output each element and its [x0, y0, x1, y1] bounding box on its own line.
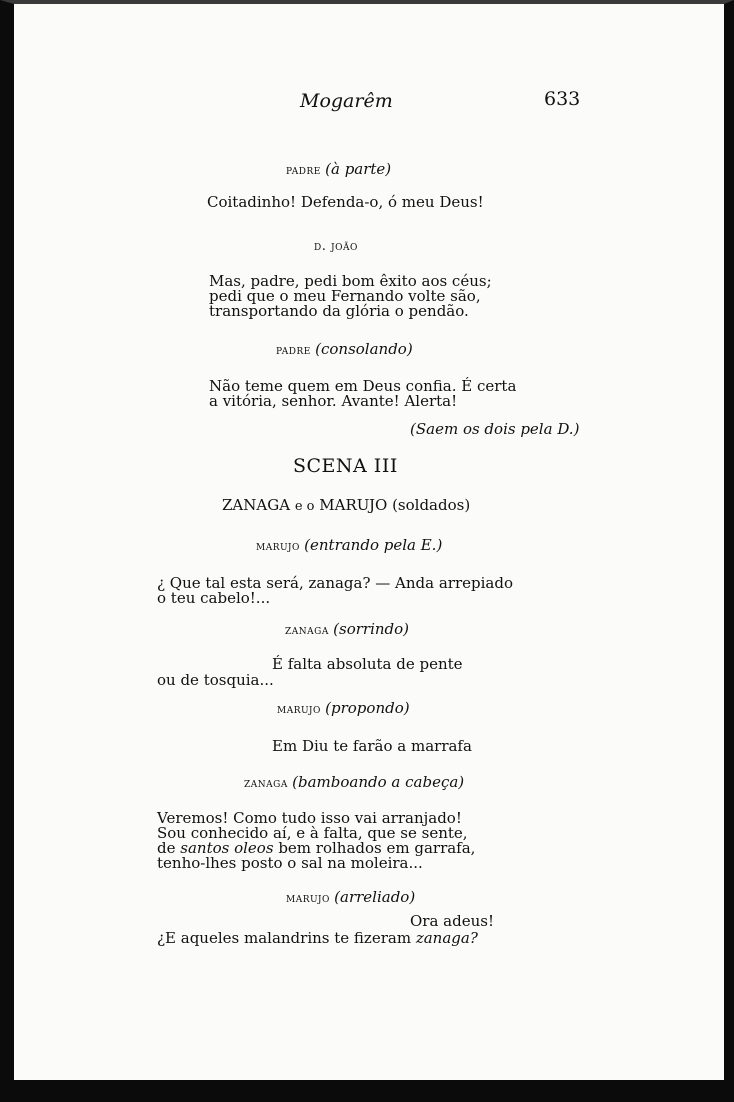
dialogue-line: Em Diu te farão a marrafa — [272, 737, 472, 755]
speaker-name: padre — [286, 163, 321, 178]
dialogue-verse-marujo-1 — [157, 576, 513, 606]
speaker-heading-marujo-entrando — [256, 538, 442, 553]
verse-line: Mas, padre, pedi bom êxito aos céus; — [209, 272, 492, 290]
speaker-heading-marujo-arreliado — [286, 890, 415, 905]
character-marujo: MARUJO — [319, 496, 388, 514]
speaker-name: marujo — [286, 891, 330, 906]
verse-line: Sou conhecido aí, e à falta, que se sente, — [157, 824, 468, 842]
scene-characters — [222, 498, 470, 513]
stage-direction: (bamboando a cabeça) — [292, 773, 465, 791]
speaker-name: d. joão — [314, 239, 358, 254]
speaker-heading-padre-aparte — [286, 162, 391, 177]
characters-note: (soldados) — [392, 496, 471, 514]
stage-direction: (consolando) — [315, 340, 413, 358]
speaker-name: zanaga — [244, 776, 288, 791]
dialogue-italic-text: zanaga? — [415, 929, 478, 947]
scene-title: SCENA III — [293, 455, 398, 477]
dialogue-line: Coitadinho! Defenda-o, ó meu Deus! — [207, 193, 484, 211]
stage-direction: (à parte) — [325, 160, 392, 178]
verse-line: a vitória, senhor. Avante! Alerta! — [209, 392, 458, 410]
speaker-heading-djoao — [314, 240, 358, 253]
speaker-name: marujo — [256, 539, 300, 554]
dialogue-line: Ora adeus! — [410, 912, 494, 930]
verse-text: bem rolhados em garrafa, — [278, 839, 476, 857]
verse-text: de — [157, 839, 176, 857]
verse-line: Não teme quem em Deus confia. É certa — [209, 377, 517, 395]
speaker-heading-marujo-propondo — [277, 701, 410, 716]
verse-line: Veremos! Como tudo isso vai arranjado! — [157, 809, 462, 827]
dialogue-line: ou de tosquia... — [157, 671, 274, 689]
dialogue-line: É falta absoluta de pente — [272, 655, 463, 673]
verse-italic-text: santos oleos — [180, 839, 274, 857]
speaker-name: marujo — [277, 702, 321, 717]
dialogue-verse-padre — [209, 379, 516, 409]
running-header-title: Mogarêm — [300, 90, 393, 112]
stage-direction: (entrando pela E.) — [304, 536, 443, 554]
speaker-heading-zanaga-bamboando — [244, 775, 464, 790]
dialogue-verse-zanaga-2 — [157, 811, 475, 871]
verse-line: tenho-lhes posto o sal na moleira... — [157, 854, 423, 872]
page-number: 633 — [544, 88, 581, 110]
dialogue-line — [157, 931, 478, 946]
speaker-name: padre — [276, 343, 311, 358]
verse-line: o teu cabelo!... — [157, 589, 271, 607]
stage-direction: (arreliado) — [334, 888, 416, 906]
verse-line: pedi que o meu Fernando volte são, — [209, 287, 481, 305]
dialogue-verse-djoao — [209, 274, 492, 319]
stage-direction: (sorrindo) — [333, 620, 410, 638]
verse-line: ¿ Que tal esta será, zanaga? — Anda arrepiado — [157, 574, 514, 592]
speaker-name: zanaga — [285, 623, 329, 638]
conjunction: e o — [294, 499, 315, 514]
stage-direction: (propondo) — [325, 699, 410, 717]
verse-line: transportando da glória o pendão. — [209, 302, 469, 320]
speaker-heading-padre-consolando — [276, 342, 413, 357]
dialogue-text: ¿E aqueles malandrins te fizeram — [157, 929, 412, 947]
character-zanaga: ZANAGA — [222, 496, 291, 514]
exit-stage-direction: (Saem os dois pela D.) — [410, 420, 580, 438]
speaker-heading-zanaga-sorrindo — [285, 622, 409, 637]
